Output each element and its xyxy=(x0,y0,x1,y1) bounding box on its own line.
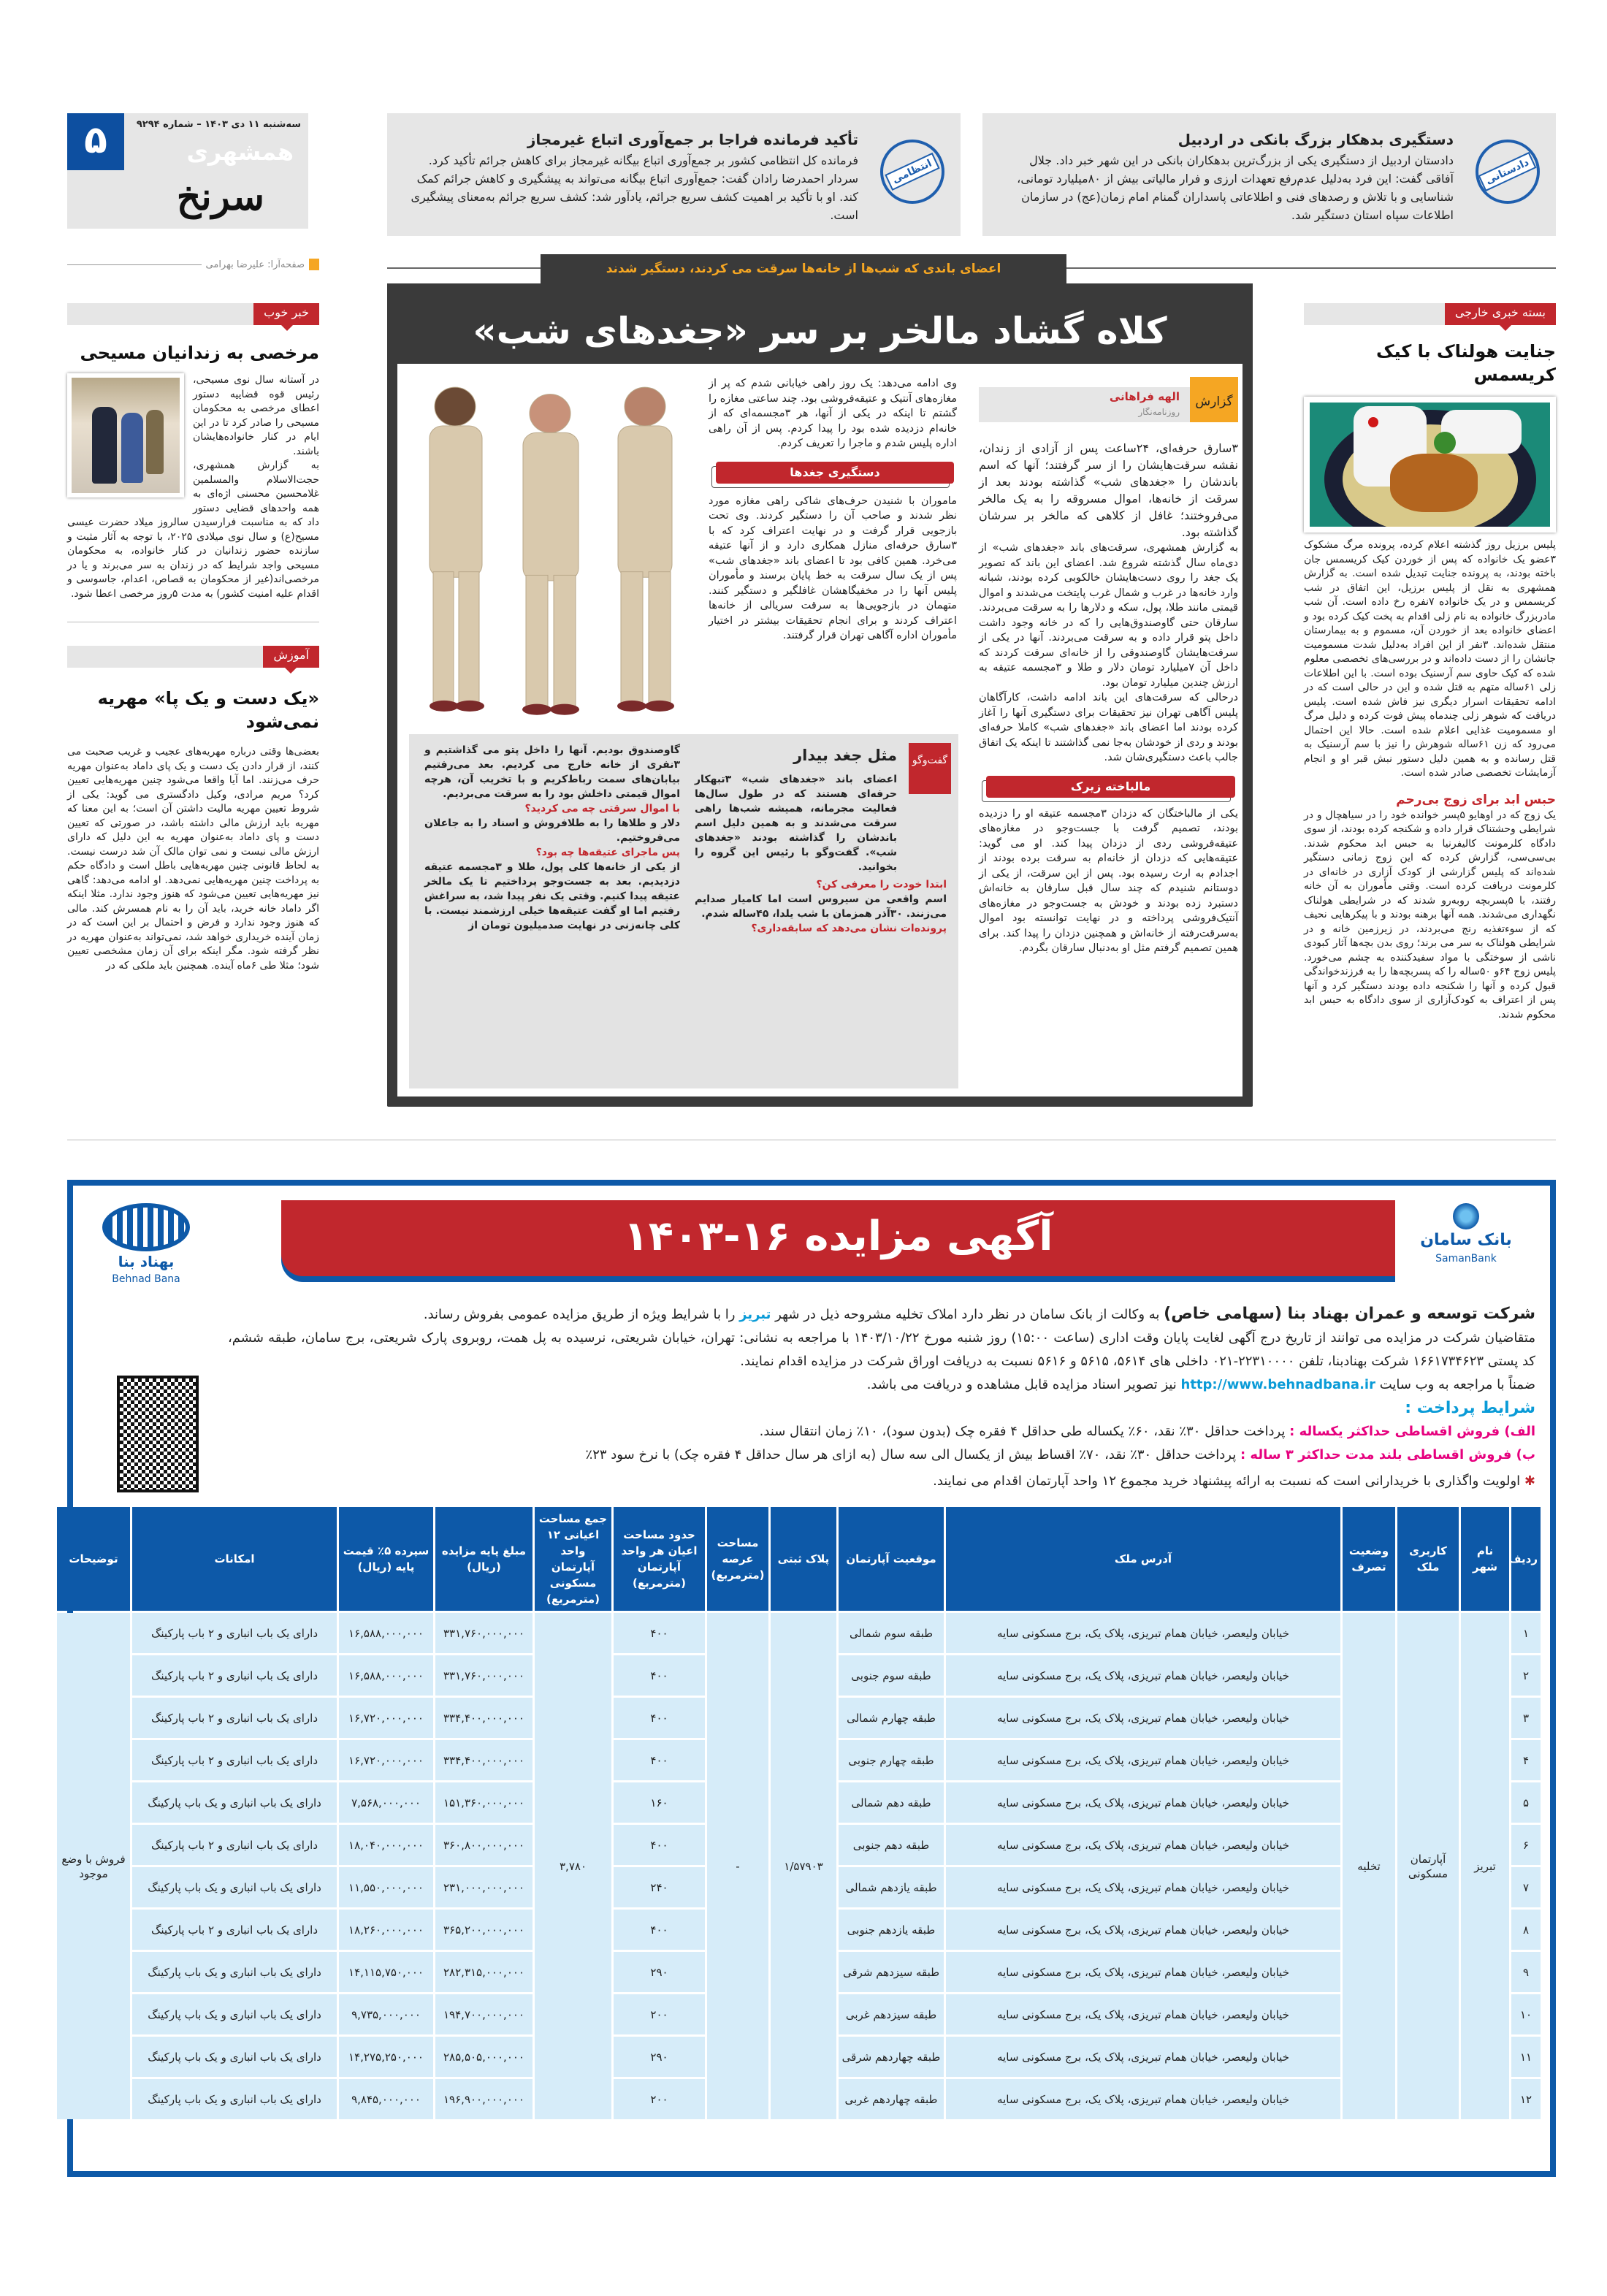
story-title: مرخصی به زندانیان مسیحی xyxy=(80,343,319,363)
position-cell: طبقه چهاردهم شرقی xyxy=(839,2037,944,2077)
table-header: پلاک ثبتی xyxy=(771,1507,836,1611)
total-area-cell: ۳,۷۸۰ xyxy=(535,1613,611,2119)
position-cell: طبقه سیزدهم شرقی xyxy=(839,1952,944,1992)
unit-area-cell: ۲۰۰ xyxy=(614,1994,705,2034)
position-cell: طبقه دهم جنوبی xyxy=(839,1825,944,1865)
story-text: پلیس برزیل روز گذشته اعلام کرده، پرونده مرگ مشکوک ۳عضو یک خانواده که پس از خوردن کیک کریسمس جان باخته بودند، به پرونده جنایت تبدیل شده است. به گزارش همشهری به نقل از پلیس برزیل، این اتفاق در شب کریسمس و در یک خانواده ۷نفره رخ داده است. آن شب مادربزرگ خانواده به نام زلی اقدام به پخت کیک کرده بود و اعضای خانواده بعد از خوردن آن، مسموم و به بیمارستان منتقل شده‌اند. ۳نفر از این افراد به‌دلیل شدت مسمومیت جانشان را از دست داده‌اند و در بررسی‌های تخصصی معلوم شده که کیک حاوی سم آرسنیک بوده است. با این اطلاعات زلی ۶۱ساله متهم به قتل شده و این در حالی است که در ادامه تحقیقات اسرار دیگری نیز فاش شده است. پلیس دریافت که شوهر زلی چندماه پیش فوت کرده و دلیل مرگ او مسمومیت غذایی اعلام شده است. حالا این احتمال می‌رود که زن ۶۱ساله شوهرش را نیز با سم آرسنیک به قتل رسانده و به همین دلیل دستور نبش قبر او و انجام آزمایشات تخصصی صادر شده است. xyxy=(1304,539,1556,779)
table-header: کاربری ملک xyxy=(1397,1507,1459,1611)
amenities-cell: دارای یک باب انباری و یک باب پارکینگ xyxy=(132,2037,337,2077)
deposit-cell: ۱۶,۷۲۰,۰۰۰,۰۰۰ xyxy=(339,1740,433,1780)
address-cell: خیابان ولیعصر، خیابان همام تبریزی، پلاک یک، برج مسکونی سایه xyxy=(946,2037,1340,2077)
body-text: ماموران با شنیدن حرف‌های شاکی راهی مغازه مورد نظر شدند و صاحب آن را دستگیر کردند. وی تحت بازجویی قرار گرفت و در نهایت اعتراف کرد که با ۳سارق حرفه‌ای منازل همکاری دارد و از آنها عتیقه می‌خرد. همین کافی بود تا اعضای باند «جغدهای شب» پس از یک سال سرقت به خط پایان برسند و مأموران پلیس آنها را در مخفیگاهشان غافلگیر و دستگیر کنند. متهمان در بازجویی‌ها به سرقت سریالی از خانه‌ها اعتراف کردند و برای انجام تحقیقات بیشتر در اختیار مأموران اداره آگاهی تهران قرار گرفتند. xyxy=(709,495,957,641)
address-cell: خیابان ولیعصر، خیابان همام تبریزی، پلاک یک، برج مسکونی سایه xyxy=(946,2079,1340,2119)
section-tag: آموزش xyxy=(67,646,319,668)
amenities-cell: دارای یک باب انباری و ۲ باب پارکینگ xyxy=(132,1613,337,1653)
left-column xyxy=(67,303,319,973)
interview-label: گفت‌وگو xyxy=(909,743,951,794)
brief-text: فرمانده کل انتظامی کشور بر جمع‌آوری اتباع بیگانه غیرمجاز برای کاهش جرائم تأکید کرد. سردار احمدرضا رادان گفت: جمع‌آوری اتباع بیگانه می‌تواند به پیشگیری و کاهش جرائم کمک کند. او با تأکید بر اهمیت کشف سریع جرائم، یادآور شد: کشف سریع جرائم به‌معنای پیشگیری است. xyxy=(411,153,858,222)
body-text: یکی از مالباختگان که دزدان ۳مجسمه عتیقه او را دزدیده بودند، تصمیم گرفت با جست‌وجو در مغازه‌های عتیقه‌فروشی ردی از دزدان پیدا کند. او می گوید: عتیقه‌هایی که دزدان از خانه‌ام به سرقت برده بودند از اجدادم به ارث رسیده بود. پس از این سرقت، از یکی از دوستانم شنیدم که چند سال قبل سارقان به خانه‌اش دستبرد زده بودند و خودش به جست‌وجو در مغازه‌های آنتیک‌فروشی پرداخته و در نهایت توانسته بود اموال به‌سرقت‌رفته از خانه‌اش و همچنین دزدان را پیدا کند. برای همین تصمیم گرفتم مثل او به‌دنبال سارقان بگردم. xyxy=(979,807,1238,954)
deposit-cell: ۱۸,۰۴۰,۰۰۰,۰۰۰ xyxy=(339,1825,433,1865)
page-number: ۵ xyxy=(67,113,124,170)
base-price-cell: ۲۸۵,۵۰۵,۰۰۰,۰۰۰ xyxy=(435,2037,533,2077)
brief-text: دادستان اردبیل از دستگیری یکی از بزرگ‌ترین بدهکاران بانکی در این شهر خبر داد. جلال آفاقی گفت: این فرد به‌دلیل عدم‌رفع تعهدات ارزی و فرار مالیاتی بیش از ۸۰میلیارد تومانی، شناسایی و با تلاش و رصدهای فنی و اطلاعاتی پاسداران گمنام امام زمان(عج) در سازمان اطلاعات سپاه استان دستگیر شد. xyxy=(1017,153,1454,222)
byline-box xyxy=(979,387,1238,422)
row-number: ۱۱ xyxy=(1511,2037,1541,2077)
base-price-cell: ۳۳۴,۴۰۰,۰۰۰,۰۰۰ xyxy=(435,1698,533,1738)
position-cell: طبقه سیزدهم غربی xyxy=(839,1994,944,2034)
masthead xyxy=(67,113,308,229)
deposit-cell: ۱۶,۷۲۰,۰۰۰,۰۰۰ xyxy=(339,1698,433,1738)
body-text: به گزارش همشهری، سرقت‌های باند «جغدهای شب» از دی‌ماه سال گذشته شروع شد. اعضای این باند که تصویر یک جغد را روی دست‌هایشان خالکوبی کرده بودند، شبانه وارد خانه‌ها در غرب و شمال غرب پایتخت می‌شدند و اموال قیمتی مانند طلا، پول، سکه و دلارها را به سرقت می‌بردند. سارقان حتی گاوصندوق‌هایی را که در خانه وجود داشت داخل پتو قرار داده و به سرقت می‌بردند. آنها در یکی از سرقت‌هایشان گاوصندوقی را از خانه‌ای سرقت کردند که داخل آن ۷میلیارد تومان دلار و طلا و ۳مجسمه عتیقه به ارزش چندین میلیارد تومان بود. xyxy=(979,542,1239,689)
address-cell: خیابان ولیعصر، خیابان همام تبریزی، پلاک یک، برج مسکونی سایه xyxy=(946,1994,1340,2034)
amenities-cell: دارای یک باب انباری و یک باب پارکینگ xyxy=(132,1952,337,1992)
unit-area-cell: ۲۹۰ xyxy=(614,1952,705,1992)
saman-bank-logo: بانک سامان SamanBank xyxy=(1411,1203,1521,1266)
terms-title: شرایط پرداخت : xyxy=(1405,1399,1535,1417)
amenities-cell: دارای یک باب انباری و ۲ باب پارکینگ xyxy=(132,1655,337,1696)
row-number: ۵ xyxy=(1511,1782,1541,1823)
kicker: اعضای باندی که شب‌ها از خانه‌ها سرقت می کردند، دستگیر شدند xyxy=(541,254,1066,283)
row-number: ۷ xyxy=(1511,1867,1541,1907)
row-number: ۲ xyxy=(1511,1655,1541,1696)
deposit-cell: ۱۴,۱۱۵,۷۵۰,۰۰۰ xyxy=(339,1952,433,1992)
author-name: الهه فراهانی xyxy=(1109,390,1180,403)
table-header: موقعیت آپارتمان xyxy=(839,1507,944,1611)
base-price-cell: ۱۹۶,۹۰۰,۰۰۰,۰۰۰ xyxy=(435,2079,533,2119)
credit-marker-icon xyxy=(309,259,319,270)
behnad-bana-logo: بهناد بنا Behnad Bana xyxy=(95,1203,197,1286)
position-cell: طبقه سوم جنوبی xyxy=(839,1655,944,1696)
unit-area-cell: ۲۰۰ xyxy=(614,2079,705,2119)
brief-title: دستگیری بدهکار بزرگ بانکی در اردبیل xyxy=(1177,131,1454,148)
table-header: حدود مساحت اعیان هر واحد آپارتمان (مترمربع) xyxy=(614,1507,705,1611)
amenities-cell: دارای یک باب انباری و ۲ باب پارکینگ xyxy=(132,1910,337,1950)
table-header: امکانات xyxy=(132,1507,337,1611)
base-price-cell: ۳۳۴,۴۰۰,۰۰۰,۰۰۰ xyxy=(435,1740,533,1780)
section-tag: خبر خوب xyxy=(67,303,319,325)
deposit-cell: ۹,۸۴۵,۰۰۰,۰۰۰ xyxy=(339,2079,433,2119)
suspect-figure xyxy=(430,387,672,706)
body-text: وی ادامه می‌دهد: یک روز راهی خیابانی شدم که پر از مغازه‌های آنتیک و عتیقه‌فروشی بود. چند ساعتی مغازه را گشتم تا اینکه در یکی از آنها، هر ۳مجسمه‌ای که از خانه‌ام دزدیده شده بود را پیدا کردم. پس از آن راهی اداره پلیس شدم و ماجرا را تعریف کردم. xyxy=(709,378,957,449)
unit-area-cell: ۴۰۰ xyxy=(614,1740,705,1780)
row-number: ۳ xyxy=(1511,1698,1541,1738)
row-number: ۱ xyxy=(1511,1613,1541,1653)
table-header: وضعیت تصرف xyxy=(1343,1507,1395,1611)
prisoners-photo xyxy=(67,373,184,497)
address-cell: خیابان ولیعصر، خیابان همام تبریزی، پلاک یک، برج مسکونی سایه xyxy=(946,1613,1340,1653)
bank-flower-icon xyxy=(1453,1203,1479,1229)
table-header: آدرس ملک xyxy=(946,1507,1340,1611)
stamp-icon: دادستانی xyxy=(1476,140,1540,204)
row-number: ۱۲ xyxy=(1511,2079,1541,2119)
stamp-icon: انتظامی xyxy=(880,140,944,204)
interview-intro: اعضای باند «جغدهای شب» ۳تبهکار حرفه‌ای هستند که در طول سال‌ها فعالیت مجرمانه، همیشه شب‌ها راهی سرقت می‌شدند و به همین دلیل اسم باندشان را گذاشته بودند «جغدهای شب». گفت‌وگو با رئیس این گروه را بخوانید. xyxy=(695,774,897,873)
table-header: توضیحات xyxy=(57,1507,130,1611)
body-text: درحالی که سرقت‌های این باند ادامه داشت، کارآگاهان پلیس آگاهی تهران نیز تحقیقات برای دستگیری آنها را آغاز کرده بودند اما اعضای باند «جغدهای شب» کاملا حرفه‌ای بودند و ردی از خودشان به‌جا نمی گذاشتند تا اینکه یک اتفاق جالب باعث دستگیری‌شان شد. xyxy=(979,692,1238,763)
base-price-cell: ۱۹۴,۷۰۰,۰۰۰,۰۰۰ xyxy=(435,1994,533,2034)
row-number: ۶ xyxy=(1511,1825,1541,1865)
deposit-cell: ۱۴,۲۷۵,۲۵۰,۰۰۰ xyxy=(339,2037,433,2077)
right-column xyxy=(1304,303,1556,1022)
position-cell: طبقه یازدهم جنوبی xyxy=(839,1910,944,1950)
city-cell: تبریز xyxy=(1461,1613,1509,2119)
address-cell: خیابان ولیعصر، خیابان همام تبریزی، پلاک یک، برج مسکونی سایه xyxy=(946,1655,1340,1696)
deposit-cell: ۹,۷۳۵,۰۰۰,۰۰۰ xyxy=(339,1994,433,2034)
website-link[interactable]: http://www.behnadbana.ir xyxy=(1180,1377,1375,1392)
table-header: جمع مساحت اعیانی ۱۲ واحد آپارتمان مسکونی (مترمربع) xyxy=(535,1507,611,1611)
unit-area-cell: ۱۶۰ xyxy=(614,1782,705,1823)
address-cell: خیابان ولیعصر، خیابان همام تبریزی، پلاک یک، برج مسکونی سایه xyxy=(946,1698,1340,1738)
story-text: یک زوج که در اوهایو ۵پسر خوانده خود را در سیاهچال و در شرایطی وحشتناک قرار داده و شکنجه کرده بودند، از سوی دادگاه کلرمونت کالیفرنیا به حبس ابد محکوم شدند. بی‌سی‌سی، گزارش کرده که این زوج زمانی دستگیر شده‌اند که پلیس گزارشی از کودک آزاری در خانه‌ای در کلرمونت دریافت کرده است. وقتی مأموران به آن خانه رفتند، با ۵پسربچه روبه‌رو شدند که در شرایطی هولناک نگهداری می‌شدند. همه آنها برهنه بودند و با پیکرهایی نحیف که از سوءتغذیه رنج می‌بردند، در زیرزمین خانه و در شرایطی هولناک به سر می برند؛ روی بدن بچه‌ها آثار کبودی ناشی از سوختگی با مواد سفیدکننده به چشم می‌خورد. پلیس زوج ۶۴و ۵۰ساله را که پسربچه‌ها را به فرزندخواندگی قبول کرده و آنها را شکنجه داده بودند دستگیر کرد و آنها پس از اعتراف به کودک‌آزاری از سوی دادگاه به حبس ابد محکوم شدند. xyxy=(1304,809,1556,1021)
suspects-photo xyxy=(400,365,700,723)
interview-title: مثل جغد بیدار xyxy=(793,747,897,764)
section-tag: بسته خبری خارجی xyxy=(1304,303,1556,325)
row-number: ۴ xyxy=(1511,1740,1541,1780)
building-icon xyxy=(102,1203,190,1251)
section-logo: سرنخ xyxy=(176,175,264,219)
land-area-cell: - xyxy=(707,1613,768,2119)
address-cell: خیابان ولیعصر، خیابان همام تبریزی، پلاک یک، برج مسکونی سایه xyxy=(946,1825,1340,1865)
subhead: مالباخته زیرک xyxy=(986,776,1235,798)
story-text: در آستانه سال نوی مسیحی، رئیس قوه قضاییه دستور اعطای مرخصی به محکومان مسیحی را صادر کرد تا در این ایام در کنار خانواده‌هایشان باشند. xyxy=(193,374,319,457)
position-cell: طبقه یازدهم شمالی xyxy=(839,1867,944,1907)
story-text: بعضی‌ها وقتی درباره مهریه‌های عجیب و غریب صحبت می کنند، از قرار دادن یک دست و یک پای داماد به‌عنوان مهریه حرف می‌زنند. اما آیا واقعا می‌شود چنین مهریه‌هایی تعیین کرد؟ مریم مرادی، وکیل دادگستری می گوید: یکی از شروط تعیین مهریه مالیت داشتن آن است؛ به این معنا که مهریه باید ارزش مالی داشته باشد، در صورتی که تعیین دست و پای داماد به‌عنوان مهریه به این دلیل که دارای ارزش مالی نیست و نمی توان مالک آن شد درست نیست. به لحاظ قانونی چنین مهریه‌هایی باطل است و دادگاه حکم به پرداخت چنین مهریه‌هایی نمی‌دهد. او ادامه می‌دهد: گاهی نیز مهریه‌هایی تعیین می‌شود که هنوز وجود ندارد. مثلا اینکه اگر داماد خانه خرید، باید آن را به نام همسرش کند. مالی که هنوز وجود ندارد و فرض و احتمال بر این است که در زمان آینده خریداری خواهد شد، نمی‌تواند به‌عنوان مهریه در نظر گرفته شود. مگر اینکه برای آن زمان مشخصی تعیین شود؛ مثلا طی ۶ماه آینده. همچنین باید ملکی که در xyxy=(67,746,319,972)
deposit-cell: ۱۶,۵۸۸,۰۰۰,۰۰۰ xyxy=(339,1613,433,1653)
auction-table-wrap xyxy=(61,1505,1543,2121)
interview-col-2: گاوصندوق بودیم. آنها را داخل پتو می گذاشتیم و ۳نفری از خانه خارج می کردیم. بعد می‌رفتیم بیابان‌های سمت رباط‌کریم و با تخریب آن، هرچه اموال قیمتی داخلش بود را به سرقت می‌بردیم. با اموال سرقتی چه می کردید؟ دلار و طلاها را به طلافروش و اسناد را به جاعلان می‌فروختیم. پس ماجرای عتیقه‌ها چه بود؟ از یکی از خانه‌ها کلی پول، طلا و ۳مجسمه عتیقه دزدیدیم. بعد به جست‌وجو پرداختیم تا یک مالخر عتیقه پیدا کنیم. وقتی یک نفر پیدا شد، به سراغش رفتیم اما او گفت عتیقه‌ها خیلی ارزشمند نیست. با کلی چانه‌زنی در نهایت صدمیلیون تومان از xyxy=(424,744,680,931)
remarks-cell: فروش با وضع موجود xyxy=(57,1613,130,2119)
brief-police xyxy=(387,113,961,236)
unit-area-cell: ۴۰۰ xyxy=(614,1910,705,1950)
row-number: ۹ xyxy=(1511,1952,1541,1992)
position-cell: طبقه چهاردهم غربی xyxy=(839,2079,944,2119)
base-price-cell: ۳۶۵,۲۰۰,۰۰۰,۰۰۰ xyxy=(435,1910,533,1950)
base-price-cell: ۳۳۱,۷۶۰,۰۰۰,۰۰۰ xyxy=(435,1613,533,1653)
row-number: ۱۰ xyxy=(1511,1994,1541,2034)
base-price-cell: ۲۸۲,۳۱۵,۰۰۰,۰۰۰ xyxy=(435,1952,533,1992)
unit-area-cell: ۴۰۰ xyxy=(614,1825,705,1865)
base-price-cell: ۱۵۱,۳۶۰,۰۰۰,۰۰۰ xyxy=(435,1782,533,1823)
amenities-cell: دارای یک باب انباری و یک باب پارکینگ xyxy=(132,1782,337,1823)
amenities-cell: دارای یک باب انباری و یک باب پارکینگ xyxy=(132,1867,337,1907)
paper-name-watermark: همشهری xyxy=(186,138,294,166)
position-cell: طبقه چهارم جنوبی xyxy=(839,1740,944,1780)
address-cell: خیابان ولیعصر، خیابان همام تبریزی، پلاک یک، برج مسکونی سایه xyxy=(946,1910,1340,1950)
story-subtitle: حبس ابد برای زوج بی‌رحم xyxy=(1396,792,1556,807)
table-header: مبلغ پایه مزایده (ریال) xyxy=(435,1507,533,1611)
address-cell: خیابان ولیعصر، خیابان همام تبریزی، پلاک یک، برج مسکونی سایه xyxy=(946,1952,1340,1992)
amenities-cell: دارای یک باب انباری و ۲ باب پارکینگ xyxy=(132,1740,337,1780)
interview-col-1: گفت‌وگو مثل جغد بیدار اعضای باند «جغدهای شب» ۳تبهکار حرفه‌ای هستند که در طول سال‌ها فعالیت مجرمانه، همیشه شب‌ها راهی سرقت می‌شدند و به همین دلیل اسم باندشان را گذاشته بودند «جغدهای شب». گفت‌وگو با رئیس این گروه را بخوانید. ابتدا خودت را معرفی کن؟ اسم واقعی من سیروس است اما کامیار صدایم می‌زنند. ۳۰آذر همزمان با شب یلدا، ۴۵ساله شدم. پرونده‌ات نشان می‌دهد که سابقه‌داری؟ xyxy=(695,743,947,1080)
story-title: «یک دست و یک پا» مهریه نمی‌شود xyxy=(97,688,319,732)
auction-table xyxy=(55,1505,1543,2121)
deposit-cell: ۱۶,۵۸۸,۰۰۰,۰۰۰ xyxy=(339,1655,433,1696)
base-price-cell: ۲۳۱,۰۰۰,۰۰۰,۰۰۰ xyxy=(435,1867,533,1907)
deposit-cell: ۷,۵۶۸,۰۰۰,۰۰۰ xyxy=(339,1782,433,1823)
usage-cell: آپارتمان مسکونی xyxy=(1397,1613,1459,2119)
auction-ad xyxy=(61,1180,1556,2177)
main-headline: کلاه گشاد مالخر بر سر «جغدهای شب» xyxy=(387,283,1253,364)
row-number: ۸ xyxy=(1511,1910,1541,1950)
base-price-cell: ۳۶۰,۸۰۰,۰۰۰,۰۰۰ xyxy=(435,1825,533,1865)
table-header: مساحت عرصه (مترمربع) xyxy=(707,1507,768,1611)
unit-area-cell: ۴۰۰ xyxy=(614,1613,705,1653)
ad-body: شرکت توسعه و عمران بهناد بنا (سهامی خاص) به وکالت از بانک سامان در نظر دارد املاک تخلیه مشروحه ذیل در شهر تبریز را با شرایط ویژه از طریق مزایده عمومی بفروش رساند. متقاضیان شرکت در مزایده می توانند از تاریخ درج آگهی لغایت پایان وقت اداری (ساعت ۱۵:۰۰) روز شنبه مورخ ۱۴۰۳/۱۰/۲۲ با مراجعه به نشانی: تهران، خیابان شریعتی، نرسیده به پل همت، روبروی پارک شریعتی، برج سامان، طبقه ششم، کد پستی ۱۶۶۱۷۳۴۶۲۳ شرکت بهنادبنا، تلفن ۲۲۳۱۰۰۰۰-۰۲۱ داخلی های ۵۶۱۴، ۵۶۱۵ و ۵۶۱۶ نسبت به دریافت اوراق شرکت در مزایده اقدام نمایند. ضمناً با مراجعه به وب سایت http://www.behnadbana.ir نیز تصویر اسناد مزایده قابل مشاهده و دریافت می باشد. شرایط پرداخت : الف) فروش اقساطی حداکثر یکساله : پرداخت حداقل ۳۰٪ نقد، ۶۰٪ یکساله طی حداقل ۴ فقره چک (بدون سود)، ۱۰٪ زمان انتقال سند. ب) فروش اقساطی بلند مدت حداکثر ۳ ساله : پرداخت حداقل ۳۰٪ نقد، ۷۰٪ اقساط بیش از یکسال الی سه سال (به ازای هر سال حداقل ۴ فقره چک) با نرخ سود ۲۳٪ ✱ اولویت واگذاری با خریدارانی است که نسبت به ارائه پیشنهاد خرید مجموع ۱۲ واحد آپارتمان اقدام می نمایند. xyxy=(228,1305,1535,1489)
unit-area-cell: ۴۰۰ xyxy=(614,1655,705,1696)
amenities-cell: دارای یک باب انباری و یک باب پارکینگ xyxy=(132,1994,337,2034)
position-cell: طبقه چهارم شمالی xyxy=(839,1698,944,1738)
report-column xyxy=(979,387,1238,956)
story-column-2 xyxy=(709,376,957,644)
unit-area-cell: ۴۰۰ xyxy=(614,1698,705,1738)
position-cell: طبقه دهم شمالی xyxy=(839,1782,944,1823)
amenities-cell: دارای یک باب انباری و ۲ باب پارکینگ xyxy=(132,1698,337,1738)
deposit-cell: ۱۱,۵۵۰,۰۰۰,۰۰۰ xyxy=(339,1867,433,1907)
date-line: سه‌شنبه ۱۱ دی ۱۴۰۳ – شماره ۹۲۹۴ xyxy=(136,119,301,130)
ad-title-banner: آگهی مزایده ۱۶-۱۴۰۳ xyxy=(281,1200,1395,1276)
story-title: جنایت هولناک با کیک کریسمس xyxy=(1375,341,1556,385)
deposit-cell: ۱۸,۲۶۰,۰۰۰,۰۰۰ xyxy=(339,1910,433,1950)
unit-area-cell: ۲۹۰ xyxy=(614,2037,705,2077)
amenities-cell: دارای یک باب انباری و ۲ باب پارکینگ xyxy=(132,1825,337,1865)
address-cell: خیابان ولیعصر، خیابان همام تبریزی، پلاک یک، برج مسکونی سایه xyxy=(946,1782,1340,1823)
base-price-cell: ۳۳۱,۷۶۰,۰۰۰,۰۰۰ xyxy=(435,1655,533,1696)
subhead: دستگیری جغدها xyxy=(716,462,954,484)
table-header: سپرده ۵٪ قیمت پایه (ریال) xyxy=(339,1507,433,1611)
position-cell: طبقه سوم شمالی xyxy=(839,1613,944,1653)
amenities-cell: دارای یک باب انباری و یک باب پارکینگ xyxy=(132,2079,337,2119)
author-role: روزنامه‌نگار xyxy=(1138,407,1180,417)
address-cell: خیابان ولیعصر، خیابان همام تبریزی، پلاک یک، برج مسکونی سایه xyxy=(946,1867,1340,1907)
brief-title: تأکید فرمانده فراجا بر جمع‌آوری اتباع غیرمجاز xyxy=(527,131,858,148)
layout-credit: صفحه‌آرا: علیرضا بهرامی xyxy=(67,256,319,273)
table-header: ردیف xyxy=(1511,1507,1541,1611)
unit-area-cell: ۲۴۰ xyxy=(614,1867,705,1907)
cake-photo xyxy=(1304,397,1556,533)
address-cell: خیابان ولیعصر، خیابان همام تبریزی، پلاک یک، برج مسکونی سایه xyxy=(946,1740,1340,1780)
story-text: به گزارش همشهری، حجت‌الاسلام والمسلمین غلامحسین محسنی اژه‌ای به همه واحدهای قضایی دستور داد که به مناسبت فرارسیدن سالروز میلاد حضرت عیسی مسیح(ع) و سال نوی میلادی ۲۰۲۵، با توجه به آثار مثبت و سازنده حضور زندانیان در کنار خانواده، به محکومان مسیحی واجد شرایط که در زندان به سر می‌برند و یا در مرخصی‌اند(غیر از محکومان به قصاص، اعدام، جاسوسی و اقدام علیه امنیت کشور) به مدت ۵روز مرخصی اعطا شود. xyxy=(67,459,319,600)
asterisk-icon: ✱ xyxy=(1524,1473,1535,1489)
report-label: گزارش xyxy=(1190,377,1238,422)
plak-cell: ۱/۵۷۹۰۳ xyxy=(771,1613,836,2119)
table-header: نام شهر xyxy=(1461,1507,1509,1611)
table-row xyxy=(57,1613,1541,1653)
lead-text: ۳سارق حرفه‌ای، ۲۴ساعت پس از آزادی از زندان، نقشه سرقت‌هایشان را از سر گرفتند؛ آنها که اسم باندشان را «جغدهای شب» گذاشته بودند بعد از سرقت از خانه‌ها، اموال مسروقه را به یک مالخر می‌فروختند؛ غافل از کلاهی که مالخر بر سرشان گذاشته بود. xyxy=(979,441,1238,539)
brief-prosecutor xyxy=(982,113,1556,236)
interview-box xyxy=(409,734,958,1088)
occupancy-cell: تخلیه xyxy=(1343,1613,1395,2119)
qr-code[interactable] xyxy=(117,1376,199,1492)
